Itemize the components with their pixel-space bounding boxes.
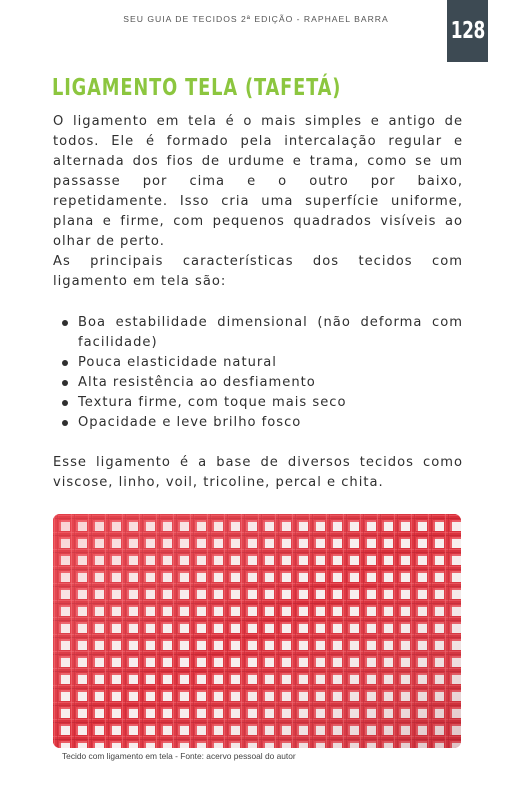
list-item <box>53 373 463 393</box>
characteristics-list <box>53 313 463 433</box>
paragraph-text: As principais características dos tecidos com ligamento em tela são: <box>53 254 463 289</box>
photo-caption: Tecido com ligamento em tela - Fonte: acervo pessoal do autor <box>62 751 296 761</box>
plain-weave-texture <box>53 514 461 748</box>
page-number: 128 <box>450 18 485 44</box>
list-item-text: Alta resistência ao desfiamento <box>78 375 316 390</box>
bullet-icon <box>62 320 68 326</box>
bullet-icon <box>62 400 68 406</box>
list-item <box>53 393 463 413</box>
page-number-tab <box>447 0 488 62</box>
paragraph-text: Esse ligamento é a base de diversos tecidos como viscose, linho, voil, tricoline, percal e chita. <box>53 455 463 490</box>
list-item-text: Opacidade e leve brilho fosco <box>78 415 302 430</box>
intro-paragraph <box>53 112 463 252</box>
fabric-photo <box>53 514 461 748</box>
bullet-icon <box>62 420 68 426</box>
bullet-icon <box>62 380 68 386</box>
paragraph-text: O ligamento em tela é o mais simples e antigo de todos. Ele é formado pela intercalação regular e alternada dos fios de urdume e trama, como se um passasse por cima e o outro por baixo, repetidamente. Isso cria uma superfície uniforme, plana e firme, com pequenos quadrados visíveis ao olhar de perto. <box>53 114 463 249</box>
list-item <box>53 413 463 433</box>
running-header: SEU GUIA DE TECIDOS 2ª EDIÇÃO - RAPHAEL BARRA <box>123 14 389 24</box>
list-item <box>53 353 463 373</box>
list-item-text: Pouca elasticidade natural <box>78 355 277 370</box>
section-title: LIGAMENTO TELA (TAFETÁ) <box>52 75 342 101</box>
list-item-text: Boa estabilidade dimensional (não deforma com facilidade) <box>78 315 463 350</box>
characteristics-intro <box>53 252 463 292</box>
list-item-text: Textura firme, com toque mais seco <box>78 395 347 410</box>
list-item <box>53 313 463 353</box>
examples-paragraph <box>53 453 463 493</box>
bullet-icon <box>62 360 68 366</box>
